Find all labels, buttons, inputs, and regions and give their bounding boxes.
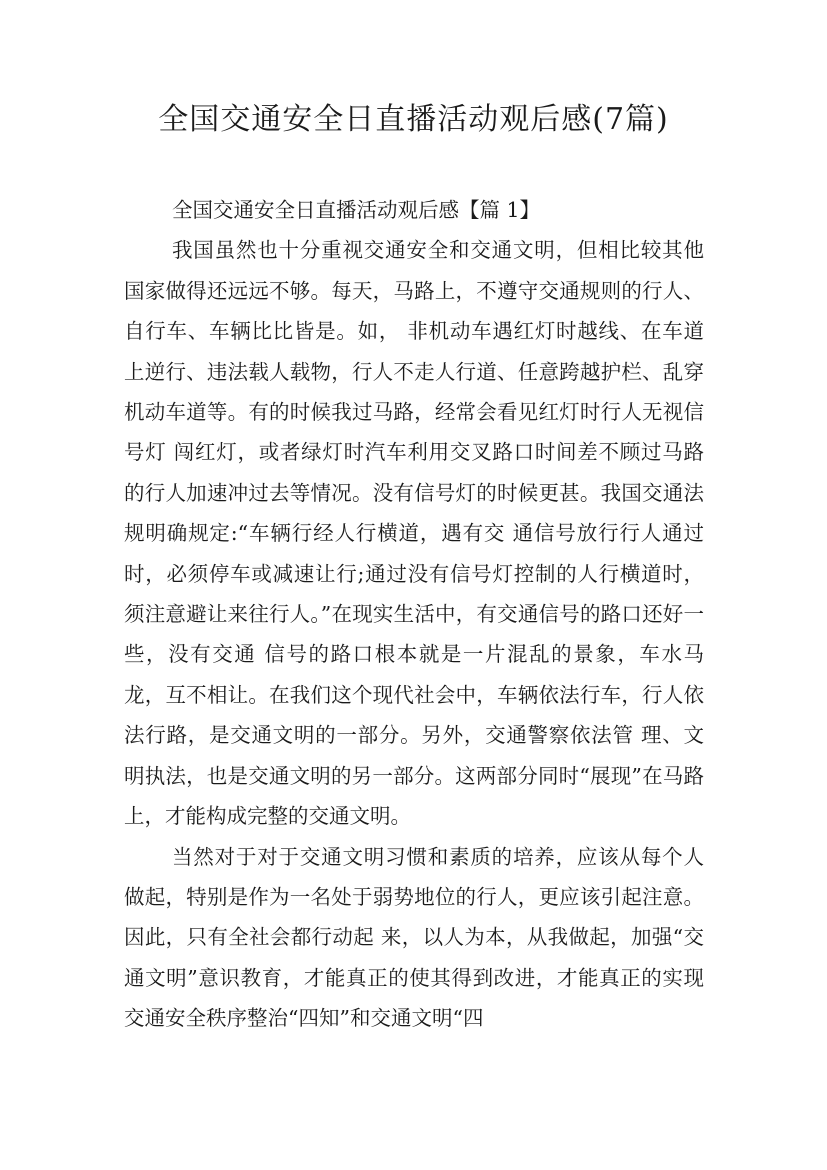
paragraph-2: 当然对于对于交通文明习惯和素质的培养，应该从每个人做起，特别是作为一名处于弱势地位的行人，更应该引起注意。因此，只有全社会都行动起 来，以人为本，从我做起，加强“交通文明”意识教育，才能真正的使其得到改进，才能真正的实现交通安全秩序整治“四知”和交通文明“四 xyxy=(124,844,704,1031)
document-body xyxy=(124,190,704,1039)
section-heading: 全国交通安全日直播活动观后感【篇 1】 xyxy=(172,198,541,222)
paragraph-1: 我国虽然也十分重视交通安全和交通文明，但相比较其他国家做得还远远不够。每天，马路上，不遵守交通规则的行人、自行车、车辆比比皆是。如， 非机动车遇红灯时越线、在车道上逆行、违法载人载物，行人不走人行道、任意跨越护栏、乱穿机动车道等。有的时候我过马路，经常会看见红灯时行人无视信号灯 闯红灯，或者绿灯时汽车利用交叉路口时间差不顾过马路的行人加速冲过去等情况。没有信号灯的时候更甚。我国交通法规明确规定:“车辆行经人行横道，遇有交 通信号放行行人通过时，必须停车或减速让行;通过没有信号灯控制的人行横道时，须注意避让来往行人。”在现实生活中，有交通信号的路口还好一些，没有交通 信号的路口根本就是一片混乱的景象，车水马龙，互不相让。在我们这个现代社会中，车辆依法行车，行人依法行路，是交通文明的一部分。另外，交通警察依法管 理、文明执法，也是交通文明的另一部分。这两部分同时“展现”在马路上，才能构成完整的交通文明。 xyxy=(124,238,704,829)
document-title: 全国交通安全日直播活动观后感(7篇) xyxy=(158,102,669,137)
